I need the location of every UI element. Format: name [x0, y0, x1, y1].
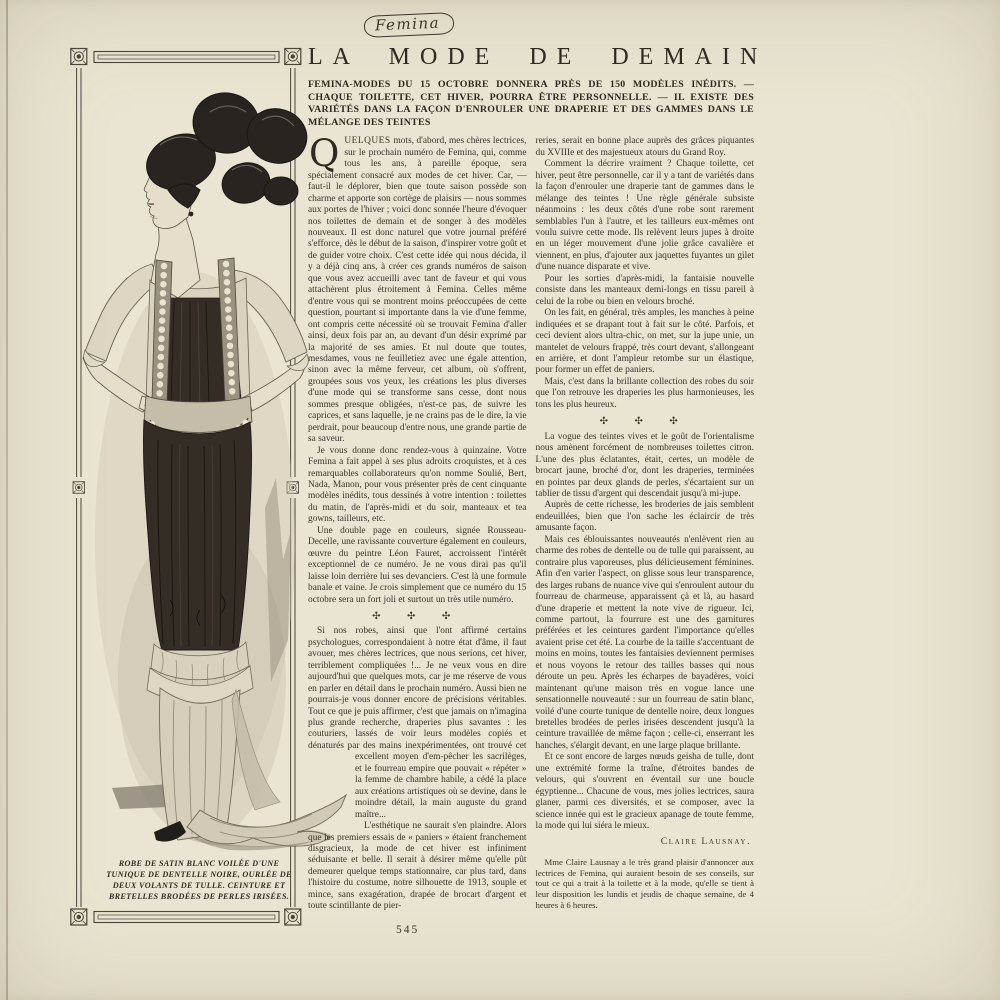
paragraph: Comment la décrire vraiment ? Chaque toilette, cet hiver, peut être personnelle, car il y a tant de variétés dans la façon d'enrouler une draperie tant de gammes dans le mélange des teintes ! Une règle générale subsiste néanmoins : les deux côtés d'une robe sont rarement semblables l'un à l'autre, et les tailleurs eux-mêmes ont voulu suivre cette mode. Ils relèvent leurs jupes à droite en un léger mouvement d'une jolie grâce cavalière et viennent, en plus, d'ajouter aux jaquettes fuyantes un gilet d'une nuance disparate et vive.: [535, 159, 754, 273]
paragraph: Mais ces éblouissantes nouveautés n'enlèvent rien au charme des robes de dentelle ou de tulle qui paraissent, au contraire plus vaporeuses, plus délicieusement féminines. Afin d'en varier l'aspect, on glisse sous leur transparence, des larges rubans de nuance vive qui s'enroulent autour du fourreau de charmeuse, apparaissent çà et là, au hasard d'une draperie et mettent la note vive de rigueur. Ici, comme partout, la fourrure est une des garnitures préférées et les ceintures gardent l'importance qu'elles avaient prise cet été. La courbe de la taille s'accentuant de moins en moins, toutes les fantaisies deviennent permises et nous voyons le retour des tailles basses qui nous déroute un peu. Après les écharpes de bayadères, voici maintenant qu'une maison très en vogue lance une sensationnelle nouveauté : sur un fourreau de satin blanc, voilé d'une courte tunique de dentelle noire, deux longues bretelles brodées de perles irisées descendent jusqu'à la ceinture travaillée de même façon ; celle-ci, enserrant les hanches, s'élargit devant, en une large plaque brillante.: [535, 534, 754, 751]
illustration-caption: ROBE DE SATIN BLANC VOILÉE D'UNE TUNIQUE DE DENTELLE NOIRE, OURLÉE DE DEUX VOLANTS DE TULLE. CEINTURE ET BRETELLES BRODÉES DE PERLES IRISÉES.: [106, 859, 292, 901]
author-signature: Claire Lausnay.: [660, 835, 751, 847]
fashion-plate-svg: [50, 40, 350, 930]
train-text-wrap-spacer: [308, 752, 355, 822]
femina-logo: [364, 12, 455, 38]
editor-note: Mme Claire Lausnay a le très grand plaisir d'annoncer aux lectrices de Femina, qui auraient besoin de ses conseils, sur tout ce qui a trait à la toilette et à la mode, qu'elle se tient à leur disposition les lundis et jeudis de chaque semaine, de 4 heures à 6 heures.: [535, 857, 754, 910]
paragraph: Auprès de cette richesse, les broderies de jais semblent endeuillées, bien que l'on sache les éclaircir de très amusante façon.: [535, 500, 754, 534]
article-subtitle: FEMINA-MODES DU 15 OCTOBRE DONNERA PRÈS DE 150 MODÈLES INÉDITS. — CHAQUE TOILETTE, CET HIVER, POURRA ÊTRE PERSONNELLE. — IL EXISTE DES VARIÉTÉS DANS LA FAÇON D'ENROULER UNE DRAPERIE ET DES GAMMES DANS LE MÉLANGE DES TEINTES: [308, 79, 754, 128]
femina-logo-text: Femina: [374, 13, 441, 35]
paragraph: La vogue des teintes vives et le goût de l'orientalisme nous amènent forcément de nombreuses toilettes citron. L'une des plus éclatantes, était, certes, un modèle de brocart jaune, broché d'or, dont les draperies, terminées en pointes par deux glands de perles, s'écartaient sur un tablier de tissu d'argent qui descendait jusqu'à mi-jupe.: [535, 431, 754, 499]
column-right: [536, 136, 755, 960]
paragraph: L'esthétique ne saurait s'en plaindre. Alors que les premiers essais de « paniers » étaient franchement disgracieux, la mode de cet hiver est infiniment séduisante et belle. Il serait à désirer même qu'elle pût demeurer quelque temps stationnaire, car plus tard, dans l'histoire du costume, notre silhouette de 1913, souple et mince, sans exagération, drapée de brocart d'argent et toute scintillante de pier-: [308, 821, 527, 912]
column-left: [308, 136, 527, 960]
paragraph: Et ce sont encore de larges nœuds geisha de tulle, dont une extrémité forme la traîne, d'étroites bandes de velours, qui s'ouvrent en éventail sur une boucle égyptienne... Chacune de vous, mes jolies lectrices, saura glaner, parmi ces diversités, et se composer, avec la science innée qui est le gracieux apanage de toute femme, la mode qui lui siéra le mieux.: [535, 752, 754, 832]
paragraph-text: mots, d'abord, mes chères lectrices, sur le prochain numéro de Femina, qui, comme tous les ans, à pareille époque, sera spécialement consacré aux modes de cet hiver. Car, — faut-il le déplorer, bien que toute saison possède son charme et apporte son cortège de plaisirs — nous sommes aux portes de l'hiver ; voici donc sonnée l'heure d'évoquer nos toilettes de demain et de songer à des modèles nouveaux. Il est donc naturel que votre journal préféré s'efforce, dès le début de la saison, d'inspirer votre goût et de guider votre choix. C'est cette idée qui nous décida, il y a déjà cinq ans, à créer ces grands numéros de saison que vous avez accueilli avec tant de faveur et qui vous attachèrent plus étroitement à Femina. Celles même d'entre vous qui se montrent moins préoccupées de cette question, pourtant si importante dans la vie d'une femme, ont compris cette nécessité où se trouvait Femina d'aller ainsi, deux fois par an, au devant d'un désir exprimé par la majorité de ses amies. Et nul doute que toutes, mesdames, vous ne feuilletiez avec une égale attention, sinon avec la même ferveur, cet album, où s'offrent, groupées sous vos yeux, les créations les plus diverses d'une mode qui se transforme sans cesse, dont nous sommes presque obligées, n'est-ce pas, de suivre les caprices, et sans laquelle, je ne crains pas de le dire, la vie perdrait, pour beaucoup d'entre nous, une grande partie de sa saveur.: [308, 136, 527, 445]
lead-word: UELQUES: [344, 136, 394, 147]
paragraph: Pour les sorties d'après-midi, la fantaisie nouvelle consiste dans les manteaux demi-longs en tissu pareil à celui de la robe ou bien en velours broché.: [535, 273, 754, 307]
paragraph: On les fait, en général, très amples, les manches à peine indiquées et se drapant tout à fait sur le côté. Parfois, et ceci devient alors ultra-chic, on met, sur la jupe unie, un mantelet de velours frappé, très court devant, s'allongeant en arrière, et dont l'ampleur retombe sur un élastique, pour former un effet de paniers.: [535, 308, 754, 376]
fleuron-ornament: ✣ ✣ ✣: [599, 416, 690, 428]
fleuron-ornament: ✣ ✣ ✣: [372, 610, 463, 622]
paragraph-text: Si nos robes, ainsi que l'ont affirmé certains psychologues, correspondaient à notre état d'âme, il faut avouer, mes chères lectrices, que nous serions, cet hiver, terriblement compliquées !... Je ne veux vous en dire aujourd'hui que quelques mots, car je me réserve de vous en parler en détail dans le prochain numéro. Aussi bien ne pourrais-je vous donner encore de précisions véritables. Tout ce que je puis affirmer, c'est que jamais on n'imagina plus grande recherche, draperies plus savantes : les couturiers, lassés de voir leurs modèles copiés et dénaturés par des mains inexpérimentées, ont trouvé cet excellent moyen d'em-: [308, 626, 527, 763]
paragraph: Je vous donne donc rendez-vous à quinzaine. Votre Femina a fait appel à ses plus adroits croquistes, et à ces remarquables collaborateurs qu'on nomme Soulié, Bert, Nada, Manon, pour vous présenter près de cent cinquante modèles inédits, tous dessinés à votre intention : toilettes du matin, de l'après-midi et du soir, manteaux et tea gowns, tailleurs, etc.: [308, 445, 527, 525]
paragraph: [308, 626, 527, 821]
paragraph: reries, serait en bonne place auprès des grâces piquantes du XVIIIe et des majestueux atours du Grand Roy.: [535, 136, 754, 158]
paragraph: Une double page en couleurs, signée Rousseau-Decelle, une ravissante couverture également en couleurs, œuvre du peintre Léon Fauret, accroissent l'intérêt exceptionnel de ce numéro. Je ne vous dirai pas qu'il laisse loin derrière lui ses devanciers. C'est là une formule banale et vaine. Je crois simplement que ce numéro du 15 octobre sera un fort joli et surtout un très utile numéro.: [308, 525, 527, 605]
article: [308, 44, 768, 960]
page-number: 545: [396, 924, 420, 936]
text-columns: [308, 136, 754, 960]
article-title: LA MODE DE DEMAIN: [308, 44, 768, 70]
paragraph: [308, 136, 527, 445]
paragraph-text: pêcher les sacrilèges, et le fourreau empire que pouvait « répéter » la femme de chambre habile, a cédé la place aux créations artistiques où se devine, dans le moindre détail, la main auguste du grand maître...: [355, 752, 527, 820]
paragraph: Mais, c'est dans la brillante collection des robes du soir que l'on retrouve les draperies les plus harmonieuses, les tons les plus heureux.: [535, 376, 754, 410]
fashion-illustration: [50, 40, 350, 930]
drop-cap: Q: [309, 136, 340, 176]
